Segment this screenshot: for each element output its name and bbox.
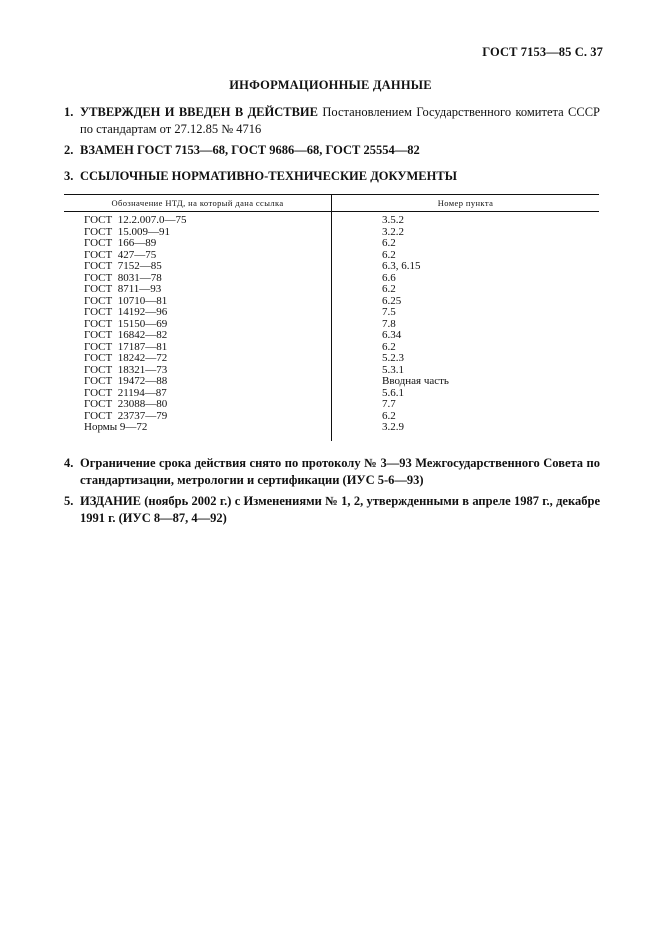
- document-title: ИНФОРМАЦИОННЫЕ ДАННЫЕ: [229, 78, 432, 92]
- clause-cell: 5.3.1: [382, 363, 404, 376]
- section-4: [64, 455, 600, 489]
- clause-cell: 5.6.1: [382, 386, 404, 399]
- designation-cell: ГОСТ 21194—87: [84, 386, 167, 399]
- table-header-designation: Обозначение НТД, на который дана ссылка: [111, 198, 284, 208]
- clause-cell: 5.2.3: [382, 352, 404, 364]
- clause-cell: 6.2: [382, 248, 396, 261]
- section-heading: ИЗДАНИЕ: [80, 494, 141, 508]
- section-number: 5.: [64, 494, 74, 508]
- table-row: [64, 261, 599, 273]
- section-text: Ограничение срока действия снято по протоколу № 3—93 Межгосударственного Совета по стандартизации, метрологии и сертификации (ИУС 5-6—93): [80, 456, 600, 487]
- table-row: [64, 399, 599, 411]
- table-row: [64, 284, 599, 296]
- table-row: [64, 353, 599, 365]
- designation-cell: ГОСТ 15150—69: [84, 317, 168, 330]
- clause-cell: Вводная часть: [382, 375, 449, 387]
- page-header: ГОСТ 7153—85 С. 37: [482, 45, 603, 59]
- table-row: [64, 376, 599, 388]
- designation-cell: Нормы 9—72: [84, 421, 148, 433]
- designation-cell: ГОСТ 427—75: [84, 248, 157, 261]
- table-row: [64, 307, 599, 319]
- designation-cell: ГОСТ 14192—96: [84, 306, 168, 318]
- table-body: [64, 215, 599, 434]
- references-table: [64, 194, 599, 441]
- clause-cell: 3.2.2: [382, 225, 404, 238]
- table-row: [64, 422, 599, 434]
- table-row: [64, 330, 599, 342]
- section-5: [64, 493, 600, 527]
- clause-cell: 6.2: [382, 340, 396, 353]
- section-number: 1.: [64, 105, 74, 119]
- designation-cell: ГОСТ 23737—79: [84, 409, 168, 422]
- section-number: 3.: [64, 169, 74, 183]
- table-header-clause: Номер пункта: [437, 198, 494, 208]
- clause-cell: 6.2: [382, 237, 396, 249]
- section-2: [64, 142, 600, 159]
- section-number: 4.: [64, 456, 74, 470]
- section-number: 2.: [64, 143, 74, 157]
- clause-cell: 6.25: [382, 294, 402, 307]
- designation-cell: ГОСТ 23088—80: [84, 398, 168, 410]
- clause-cell: 6.6: [382, 271, 396, 284]
- clause-cell: 3.5.2: [382, 214, 404, 226]
- section-heading: УТВЕРЖДЕН И ВВЕДЕН В ДЕЙСТВИЕ: [80, 105, 318, 119]
- designation-cell: ГОСТ 10710—81: [84, 294, 168, 307]
- section-text: (ноябрь 2002 г.) с Изменениями № 1, 2, утвержденными в апреле 1987 г., декабре 1991 г. (ИУС 8—87, 4—92): [80, 494, 600, 525]
- clause-cell: 7.7: [382, 398, 396, 410]
- designation-cell: ГОСТ 12.2.007.0—75: [84, 214, 187, 226]
- clause-cell: 6.2: [382, 283, 396, 295]
- clause-cell: 6.2: [382, 409, 396, 422]
- designation-cell: ГОСТ 166—89: [84, 237, 157, 249]
- section-3: [64, 168, 600, 185]
- designation-cell: ГОСТ 17187—81: [84, 340, 168, 353]
- designation-cell: ГОСТ 15.009—91: [84, 225, 170, 238]
- section-1: [64, 104, 600, 138]
- designation-cell: ГОСТ 8711—93: [84, 283, 162, 295]
- designation-cell: ГОСТ 16842—82: [84, 329, 168, 341]
- table-row: [64, 238, 599, 250]
- designation-cell: ГОСТ 18321—73: [84, 363, 168, 376]
- clause-cell: 6.3, 6.15: [382, 260, 421, 272]
- section-heading: ВЗАМЕН ГОСТ 7153—68, ГОСТ 9686—68, ГОСТ 25554—82: [80, 143, 420, 157]
- designation-cell: ГОСТ 18242—72: [84, 352, 168, 364]
- table-row: [64, 215, 599, 227]
- designation-cell: ГОСТ 8031—78: [84, 271, 162, 284]
- clause-cell: 6.34: [382, 329, 402, 341]
- designation-cell: ГОСТ 7152—85: [84, 260, 162, 272]
- clause-cell: 3.2.9: [382, 421, 404, 433]
- section-text: Постановлением Государственного комитета СССР по стандартам от 27.12.85 № 4716: [80, 105, 600, 136]
- clause-cell: 7.8: [382, 317, 396, 330]
- clause-cell: 7.5: [382, 306, 396, 318]
- section-heading: ССЫЛОЧНЫЕ НОРМАТИВНО-ТЕХНИЧЕСКИЕ ДОКУМЕНТЫ: [80, 169, 457, 183]
- designation-cell: ГОСТ 19472—88: [84, 375, 168, 387]
